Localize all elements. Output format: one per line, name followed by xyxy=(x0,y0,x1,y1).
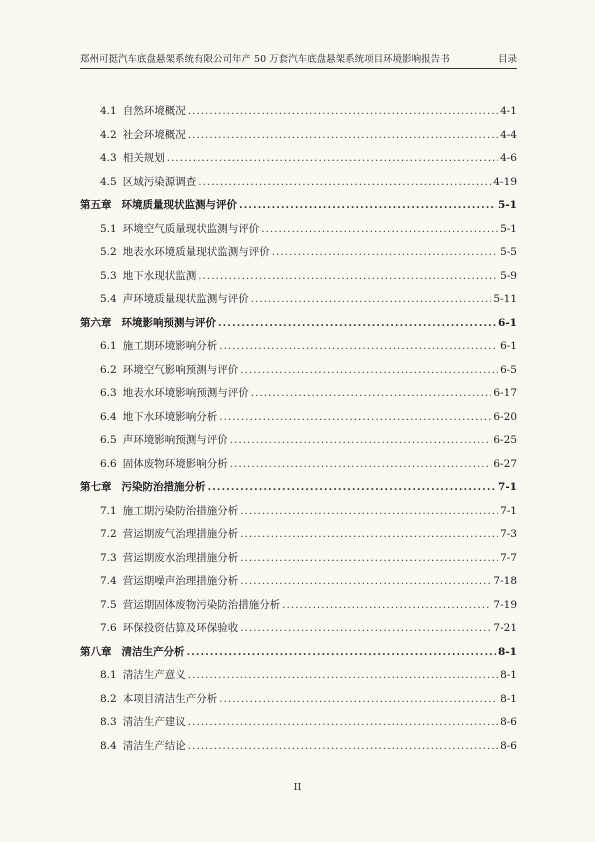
toc-section-entry[interactable] xyxy=(80,523,517,547)
toc-section-entry[interactable] xyxy=(80,265,517,289)
toc-section-entry[interactable] xyxy=(80,288,517,312)
toc-entry-number: 7.6 xyxy=(100,622,117,634)
toc-dot-leader xyxy=(208,476,497,500)
toc-entry-title: 本项目清洁生产分析 xyxy=(122,692,218,705)
toc-entry-page: 6-1 xyxy=(500,340,517,352)
toc-section-entry[interactable] xyxy=(80,711,517,735)
toc-entry-number: 4.3 xyxy=(100,152,117,164)
toc-entry-page: 5-5 xyxy=(500,246,517,258)
toc-entry-number: 6.6 xyxy=(100,457,117,470)
table-of-contents xyxy=(80,100,517,758)
toc-entry-page: 7-1 xyxy=(498,481,517,493)
toc-dot-leader xyxy=(251,382,492,406)
toc-entry-page: 7-7 xyxy=(500,551,517,564)
toc-dot-leader xyxy=(188,711,498,735)
toc-entry-number: 4.2 xyxy=(100,128,117,141)
toc-dot-leader xyxy=(239,194,496,218)
toc-dot-leader xyxy=(240,547,498,571)
toc-entry-title: 地表水环境质量现状监测与评价 xyxy=(122,246,270,258)
toc-entry-page: 6-27 xyxy=(493,457,517,470)
toc-section-entry[interactable] xyxy=(80,617,517,641)
toc-entry-number: 8.1 xyxy=(100,669,117,681)
toc-entry-number: 第五章 xyxy=(80,199,112,211)
toc-entry-number: 6.3 xyxy=(100,387,117,399)
toc-dot-leader xyxy=(188,124,498,148)
toc-entry-title: 清洁生产结论 xyxy=(122,739,186,752)
toc-entry-page: 7-21 xyxy=(493,622,517,634)
toc-section-entry[interactable] xyxy=(80,453,517,477)
toc-entry-title: 营运期固体废物污染防治措施分析 xyxy=(122,598,281,611)
toc-entry-title: 清洁生产分析 xyxy=(121,645,185,658)
toc-dot-leader xyxy=(188,735,498,759)
toc-entry-page: 8-1 xyxy=(500,692,517,705)
toc-entry-page: 5-1 xyxy=(498,199,517,211)
toc-dot-leader xyxy=(261,218,498,242)
toc-section-entry[interactable] xyxy=(80,688,517,712)
toc-chapter-entry[interactable] xyxy=(80,312,517,336)
toc-dot-leader xyxy=(167,147,498,171)
document-title: 郑州可挺汽车底盘悬架系统有限公司年产 50 万套汽车底盘悬架系统项目环境影响报告书 xyxy=(80,54,450,65)
toc-entry-number: 8.3 xyxy=(100,716,117,728)
toc-section-entry[interactable] xyxy=(80,218,517,242)
toc-dot-leader xyxy=(188,100,498,124)
toc-entry-page: 5-11 xyxy=(493,293,517,305)
toc-entry-page: 8-1 xyxy=(498,645,517,658)
toc-entry-title: 营运期废水治理措施分析 xyxy=(122,551,239,564)
toc-dot-leader xyxy=(188,664,498,688)
toc-entry-number: 4.1 xyxy=(100,105,117,117)
toc-entry-number: 7.1 xyxy=(100,504,117,517)
toc-entry-title: 施工期污染防治措施分析 xyxy=(122,504,239,517)
toc-entry-number: 8.4 xyxy=(100,739,117,752)
toc-section-entry[interactable] xyxy=(80,124,517,148)
toc-entry-title: 环境空气质量现状监测与评价 xyxy=(122,222,260,235)
toc-entry-number: 6.2 xyxy=(100,363,117,376)
toc-entry-title: 声环境影响预测与评价 xyxy=(122,434,228,446)
toc-dot-leader xyxy=(230,453,492,477)
toc-entry-page: 4-6 xyxy=(500,152,517,164)
toc-entry-number: 第六章 xyxy=(80,316,112,329)
toc-entry-page: 4-1 xyxy=(500,105,517,117)
toc-dot-leader xyxy=(272,241,498,265)
toc-dot-leader xyxy=(230,429,492,453)
toc-entry-page: 6-5 xyxy=(500,363,517,376)
toc-section-entry[interactable] xyxy=(80,100,517,124)
toc-entry-title: 地下水现状监测 xyxy=(122,269,197,282)
toc-entry-page: 6-25 xyxy=(493,434,517,446)
toc-entry-number: 5.1 xyxy=(100,222,117,235)
toc-entry-number: 4.5 xyxy=(100,175,117,188)
toc-entry-page: 8-6 xyxy=(500,716,517,728)
toc-section-entry[interactable] xyxy=(80,147,517,171)
toc-section-entry[interactable] xyxy=(80,429,517,453)
toc-entry-page: 5-1 xyxy=(500,222,517,235)
page-number: II xyxy=(293,782,302,793)
toc-entry-title: 环保投资估算及环保验收 xyxy=(122,622,239,634)
page-footer xyxy=(0,782,595,793)
toc-dot-leader xyxy=(198,171,491,195)
toc-entry-title: 地下水环境影响分析 xyxy=(122,410,218,423)
toc-entry-number: 5.4 xyxy=(100,293,117,305)
toc-section-entry[interactable] xyxy=(80,382,517,406)
toc-section-entry[interactable] xyxy=(80,594,517,618)
toc-entry-title: 自然环境概况 xyxy=(122,105,186,117)
toc-section-entry[interactable] xyxy=(80,241,517,265)
toc-chapter-entry[interactable] xyxy=(80,194,517,218)
toc-dot-leader xyxy=(240,500,498,524)
toc-entry-number: 6.4 xyxy=(100,410,117,423)
toc-entry-number: 7.5 xyxy=(100,598,117,611)
toc-dot-leader xyxy=(218,312,496,336)
toc-entry-page: 8-6 xyxy=(500,739,517,752)
toc-entry-page: 7-1 xyxy=(500,504,517,517)
toc-section-entry[interactable] xyxy=(80,570,517,594)
toc-entry-page: 6-20 xyxy=(493,410,517,423)
toc-entry-page: 7-18 xyxy=(493,575,517,587)
toc-entry-number: 7.2 xyxy=(100,528,117,540)
toc-entry-title: 地表水环境影响预测与评价 xyxy=(122,387,249,399)
toc-chapter-entry[interactable] xyxy=(80,641,517,665)
toc-entry-number: 第七章 xyxy=(80,481,112,493)
toc-entry-number: 6.1 xyxy=(100,340,117,352)
toc-entry-page: 4-19 xyxy=(493,175,517,188)
toc-section-entry[interactable] xyxy=(80,500,517,524)
toc-entry-title: 社会环境概况 xyxy=(122,128,186,141)
toc-entry-number: 第八章 xyxy=(80,645,112,658)
toc-entry-title: 相关规划 xyxy=(122,152,165,164)
toc-entry-page: 7-3 xyxy=(500,528,517,540)
toc-section-entry[interactable] xyxy=(80,335,517,359)
toc-entry-title: 营运期噪声治理措施分析 xyxy=(122,575,239,587)
toc-entry-title: 声环境质量现状监测与评价 xyxy=(122,293,249,305)
toc-entry-page: 6-1 xyxy=(498,316,517,329)
toc-entry-number: 8.2 xyxy=(100,692,117,705)
toc-dot-leader xyxy=(240,523,498,547)
toc-entry-page: 4-4 xyxy=(500,128,517,141)
toc-section-entry[interactable] xyxy=(80,547,517,571)
toc-dot-leader xyxy=(219,406,491,430)
toc-entry-title: 环境质量现状监测与评价 xyxy=(121,199,237,211)
toc-dot-leader xyxy=(187,641,497,665)
page-header xyxy=(80,52,517,69)
toc-entry-title: 污染防治措施分析 xyxy=(121,481,206,493)
toc-section-entry[interactable] xyxy=(80,359,517,383)
toc-entry-page: 6-17 xyxy=(493,387,517,399)
section-label: 目录 xyxy=(497,54,517,65)
toc-dot-leader xyxy=(240,359,498,383)
toc-section-entry[interactable] xyxy=(80,735,517,759)
toc-dot-leader xyxy=(219,688,498,712)
toc-section-entry[interactable] xyxy=(80,406,517,430)
toc-entry-number: 7.4 xyxy=(100,575,117,587)
toc-entry-title: 固体废物环境影响分析 xyxy=(122,457,228,470)
toc-entry-title: 清洁生产意义 xyxy=(122,669,186,681)
toc-section-entry[interactable] xyxy=(80,664,517,688)
toc-dot-leader xyxy=(282,594,491,618)
toc-entry-number: 7.3 xyxy=(100,551,117,564)
toc-entry-number: 6.5 xyxy=(100,434,117,446)
toc-entry-title: 环境空气影响预测与评价 xyxy=(122,363,239,376)
toc-entry-title: 清洁生产建议 xyxy=(122,716,186,728)
toc-dot-leader xyxy=(240,617,491,641)
toc-dot-leader xyxy=(240,570,491,594)
toc-entry-title: 营运期废气治理措施分析 xyxy=(122,528,239,540)
toc-entry-page: 5-9 xyxy=(500,269,517,282)
toc-entry-title: 施工期环境影响分析 xyxy=(122,340,218,352)
toc-entry-title: 区域污染源调查 xyxy=(122,175,197,188)
toc-chapter-entry[interactable] xyxy=(80,476,517,500)
toc-dot-leader xyxy=(251,288,492,312)
toc-dot-leader xyxy=(219,335,498,359)
toc-entry-page: 8-1 xyxy=(500,669,517,681)
toc-entry-title: 环境影响预测与评价 xyxy=(121,316,216,329)
toc-section-entry[interactable] xyxy=(80,171,517,195)
toc-dot-leader xyxy=(198,265,498,289)
toc-entry-page: 7-19 xyxy=(493,598,517,611)
toc-entry-number: 5.2 xyxy=(100,246,117,258)
toc-entry-number: 5.3 xyxy=(100,269,117,282)
